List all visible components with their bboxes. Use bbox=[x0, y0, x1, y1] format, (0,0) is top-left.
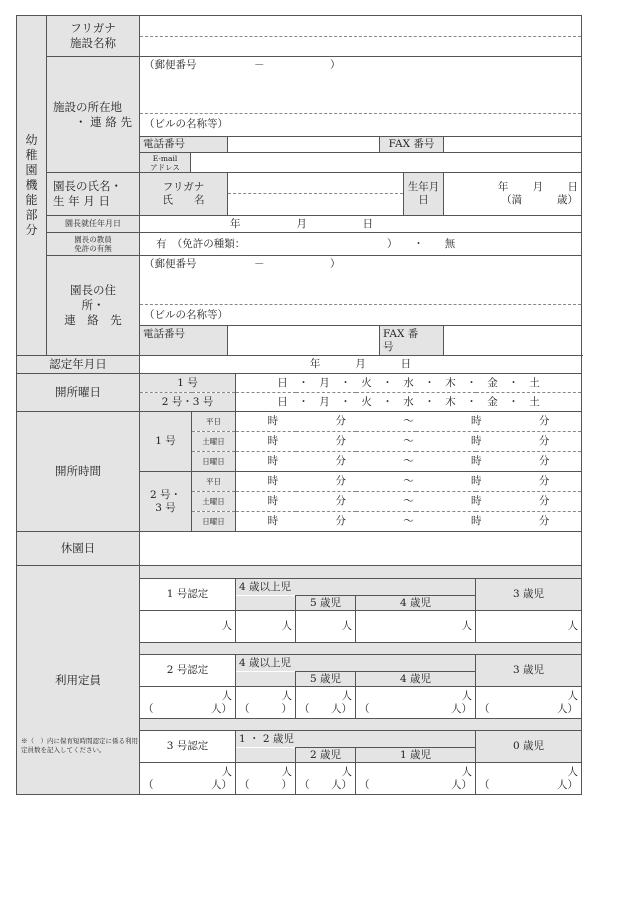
hours-row-5[interactable]: 時 分 ～ 時 分 bbox=[236, 492, 582, 512]
open-days-row-2[interactable]: 日 ・ 月 ・ 火 ・ 水 ・ 木 ・ 金 ・ 土 bbox=[236, 393, 582, 412]
hours-row-6[interactable]: 時 分 ～ 時 分 bbox=[236, 512, 582, 532]
cap3-sub2-value[interactable]: 人 （ 人） bbox=[356, 763, 476, 795]
day-type-weekday-2: 平日 bbox=[192, 472, 236, 492]
director-fax-field[interactable] bbox=[444, 326, 582, 356]
day-type-saturday-2: 土曜日 bbox=[192, 492, 236, 512]
director-tel-field[interactable] bbox=[228, 326, 380, 356]
cap2-top: 4 歳以上児 bbox=[236, 655, 476, 672]
capacity-note: ※（ ）内に保育短時間認定に係る利用定員数を記入してください。 bbox=[21, 737, 138, 754]
facility-fax-field[interactable] bbox=[444, 137, 582, 153]
cap1-top: 4 歳以上児 bbox=[236, 579, 476, 596]
cap3-sub2: 1 歳児 bbox=[356, 748, 476, 763]
cap2-label: 2 号認定 bbox=[140, 655, 236, 687]
cap3-top-value[interactable]: 人 （ ） bbox=[236, 763, 296, 795]
day-type-saturday: 土曜日 bbox=[192, 432, 236, 452]
cap1-last-value[interactable]: 人 bbox=[476, 611, 582, 643]
cap3-label: 3 号認定 bbox=[140, 731, 236, 763]
holiday-field[interactable] bbox=[140, 532, 582, 566]
open-days-label: 開所曜日 bbox=[17, 374, 140, 412]
certification-field[interactable]: 年 月 日 bbox=[140, 356, 582, 374]
cap3-sub1-value[interactable]: 人 （ 人） bbox=[296, 763, 356, 795]
open-days-row-1[interactable]: 日 ・ 月 ・ 火 ・ 水 ・ 木 ・ 金 ・ 土 bbox=[236, 374, 582, 393]
cap1-sub2: 4 歳児 bbox=[356, 596, 476, 611]
cap2-sub1-value[interactable]: 人 （ 人） bbox=[296, 687, 356, 719]
open-hours-group-1: 1 号 bbox=[140, 412, 192, 472]
facility-name-field[interactable] bbox=[140, 16, 582, 57]
day-type-sunday: 日曜日 bbox=[192, 452, 236, 472]
cap3-total[interactable]: 人 （ 人） bbox=[140, 763, 236, 795]
capacity-spacer-2 bbox=[140, 643, 582, 655]
facility-tel-field[interactable] bbox=[228, 137, 380, 153]
cap2-last-value[interactable]: 人 （ 人） bbox=[476, 687, 582, 719]
cap3-sub1: 2 歳児 bbox=[296, 748, 356, 763]
director-home-label: 園長の住 所・ 連 絡 先 bbox=[47, 256, 140, 356]
facility-address-field[interactable]: （郵便番号 － ） （ビルの名称等） bbox=[140, 57, 582, 137]
director-tel-label: 電話番号 bbox=[140, 326, 228, 356]
capacity-spacer-3 bbox=[140, 719, 582, 731]
facility-tel-label: 電話番号 bbox=[140, 137, 228, 153]
cap1-spacer bbox=[236, 596, 296, 611]
director-license-label: 園長の教員 免許の有無 bbox=[47, 233, 140, 256]
facility-fax-label: FAX 番号 bbox=[380, 137, 444, 153]
capacity-spacer-1 bbox=[140, 566, 582, 579]
cap3-spacer bbox=[236, 748, 296, 763]
cap1-last: 3 歳児 bbox=[476, 579, 582, 611]
hours-row-1[interactable]: 時 分 ～ 時 分 bbox=[236, 412, 582, 432]
open-hours-group-2: 2 号・ 3 号 bbox=[140, 472, 192, 532]
cap1-sub1-value[interactable]: 人 bbox=[296, 611, 356, 643]
open-days-type-1: 1 号 bbox=[140, 374, 236, 393]
capacity-label: 利用定員 ※（ ）内に保育短時間認定に係る利用定員数を記入してください。 bbox=[17, 566, 140, 795]
open-hours-label: 開所時間 bbox=[17, 412, 140, 532]
cap1-label: 1 号認定 bbox=[140, 579, 236, 611]
director-appointed-label: 園長就任年月日 bbox=[47, 216, 140, 233]
cap2-sub1: 5 歳児 bbox=[296, 672, 356, 687]
director-fax-label: FAX 番 号 bbox=[380, 326, 444, 356]
hours-row-4[interactable]: 時 分 ～ 時 分 bbox=[236, 472, 582, 492]
cap1-top-value[interactable]: 人 bbox=[236, 611, 296, 643]
cap1-sub1: 5 歳児 bbox=[296, 596, 356, 611]
director-birth-field[interactable]: 年 月 日 （満 歳） bbox=[444, 173, 582, 216]
day-type-sunday-2: 日曜日 bbox=[192, 512, 236, 532]
director-license-field[interactable]: 有 （免許の種類： ） ・ 無 bbox=[140, 233, 582, 256]
cap2-sub2: 4 歳児 bbox=[356, 672, 476, 687]
facility-address-label: 施設の所在地 ・ 連 絡 先 bbox=[47, 57, 140, 173]
day-type-weekday: 平日 bbox=[192, 412, 236, 432]
kindergarten-section-table bbox=[16, 15, 582, 356]
holiday-label: 休園日 bbox=[17, 532, 140, 566]
cap3-last-value[interactable]: 人 （ 人） bbox=[476, 763, 582, 795]
facility-email-label: E-mail アドレス bbox=[140, 153, 191, 173]
director-birth-label: 生年月 日 bbox=[404, 173, 444, 216]
cap3-last: 0 歳児 bbox=[476, 731, 582, 763]
cap2-top-value[interactable]: 人 （ ） bbox=[236, 687, 296, 719]
cap2-last: 3 歳児 bbox=[476, 655, 582, 687]
cap1-sub2-value[interactable]: 人 bbox=[356, 611, 476, 643]
director-name-label: 園長の氏名・ 生 年 月 日 bbox=[47, 173, 140, 216]
certification-label: 認定年月日 bbox=[17, 356, 140, 374]
cap2-total[interactable]: 人 （ 人） bbox=[140, 687, 236, 719]
director-home-field[interactable]: （郵便番号 － ） （ビルの名称等） bbox=[140, 256, 582, 326]
section-label: 幼 稚 園 機 能 部 分 bbox=[17, 16, 47, 356]
facility-name-label: フリガナ 施設名称 bbox=[47, 16, 140, 57]
director-name-field[interactable] bbox=[228, 173, 404, 216]
director-appointed-field[interactable]: 年 月 日 bbox=[140, 216, 582, 233]
operations-table bbox=[16, 355, 582, 795]
cap3-top: 1 ・ 2 歳児 bbox=[236, 731, 476, 748]
open-days-type-2: 2 号・3 号 bbox=[140, 393, 236, 412]
hours-row-2[interactable]: 時 分 ～ 時 分 bbox=[236, 432, 582, 452]
facility-form bbox=[16, 15, 581, 795]
cap2-spacer bbox=[236, 672, 296, 687]
cap2-sub2-value[interactable]: 人 （ 人） bbox=[356, 687, 476, 719]
facility-email-field[interactable] bbox=[191, 153, 582, 173]
director-furigana-label: フリガナ 氏 名 bbox=[140, 173, 228, 216]
cap1-total[interactable]: 人 bbox=[140, 611, 236, 643]
hours-row-3[interactable]: 時 分 ～ 時 分 bbox=[236, 452, 582, 472]
